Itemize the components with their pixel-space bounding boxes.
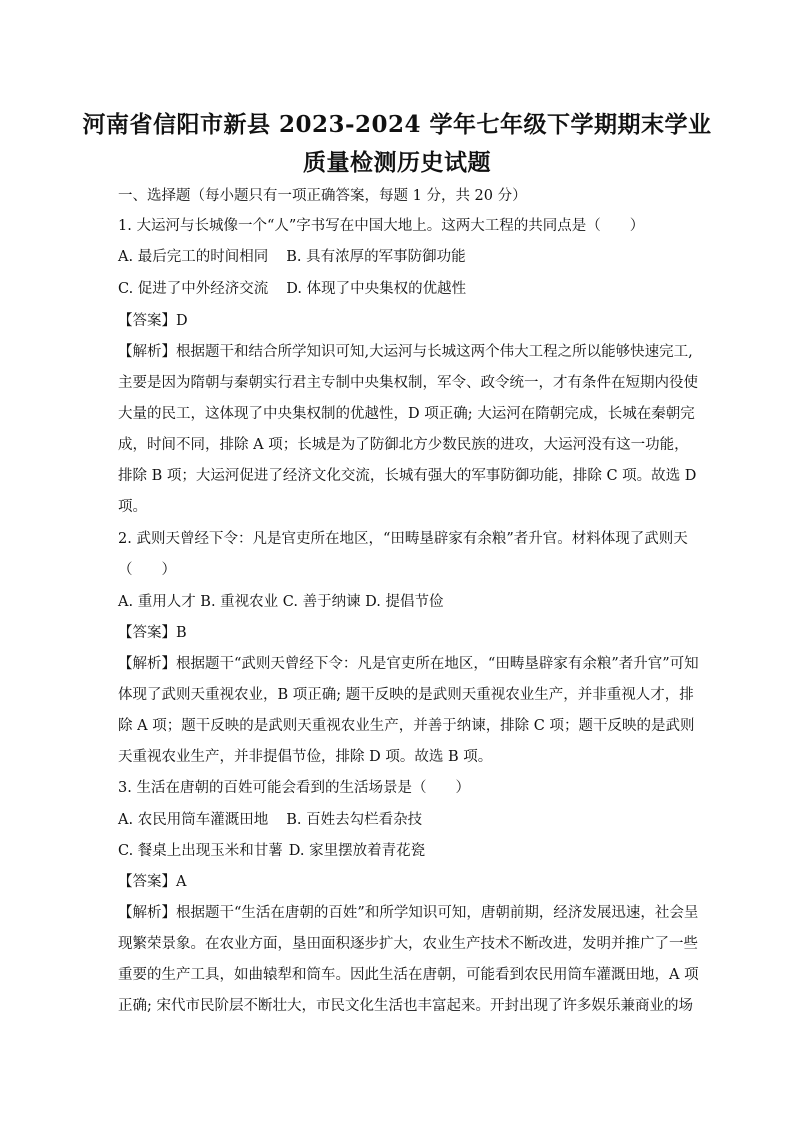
q3-analysis-line: 正确; 宋代市民阶层不断壮大，市民文化生活也丰富起来。开封出现了许多娱乐兼商业的场 (118, 998, 693, 1014)
q3-option-c: C. 餐桌上出现玉米和甘薯 (118, 843, 283, 859)
q1-analysis-line: 【解析】根据题干和结合所学知识可知,大运河与长城这两个伟大工程之所以能够快速完工, (118, 344, 693, 360)
q1-option-c: C. 促进了中外经济交流 (118, 281, 269, 297)
q2-analysis-line: 天重视农业生产，并非提倡节俭，排除 D 项。故选 B 项。 (118, 749, 493, 765)
q1-analysis-line: 成，时间不同，排除 A 项；长城是为了防御北方少数民族的进攻，大运河没有这一功能， (118, 437, 689, 453)
page-title-line2: 质量检测历史试题 (303, 149, 491, 176)
question-2-stem: 2. 武则天曾经下令：凡是官吏所在地区，“田畴垦辟家有余粮”者升官。材料体现了武则天 (118, 531, 688, 547)
question-2-answer: 【答案】B (118, 625, 187, 641)
page-title-line1: 河南省信阳市新县 2023-2024 学年七年级下学期期末学业 (82, 111, 712, 138)
question-3-answer: 【答案】A (118, 874, 187, 890)
q2-analysis-line: 除 A 项；题干反映的是武则天重视农业生产，并善于纳谏，排除 C 项；题干反映的是武则 (118, 718, 695, 734)
question-1-answer: 【答案】D (118, 313, 188, 329)
q1-option-b: B. 具有浓厚的军事防御功能 (286, 249, 466, 265)
q1-analysis-line: 主要是因为隋朝与秦朝实行君主专制中央集权制，军令、政令统一，才有条件在短期内役使 (118, 375, 698, 391)
q3-option-d: D. 家里摆放着青花瓷 (288, 843, 426, 859)
q2-analysis-line: 【解析】根据题干“武则天曾经下令：凡是官吏所在地区，“田畴垦辟家有余粮”者升官”可知 (118, 656, 699, 672)
q3-option-a: A. 农民用筒车灌溉田地 (118, 812, 269, 828)
question-3-stem: 3. 生活在唐朝的百姓可能会看到的生活场景是（ ） (118, 780, 470, 796)
q3-option-b: B. 百姓去勾栏看杂技 (286, 812, 423, 828)
question-3-options-row1 (118, 810, 422, 830)
q2-analysis-line: 体现了武则天重视农业，B 项正确; 题干反映的是武则天重视农业生产，并非重视人才，排 (118, 687, 694, 703)
q1-option-a: A. 最后完工的时间相同 (118, 249, 269, 265)
q1-analysis-line: 排除 B 项；大运河促进了经济文化交流，长城有强大的军事防御功能，排除 C 项。故选 D (118, 468, 697, 484)
question-1-stem: 1. 大运河与长城像一个“人”字书写在中国大地上。这两大工程的共同点是（ ） (118, 218, 645, 234)
section-header: 一、选择题（每小题只有一项正确答案，每题 1 分，共 20 分） (118, 188, 527, 204)
question-1-options-row1 (118, 247, 466, 267)
question-2-options: A. 重用人才 B. 重视农业 C. 善于纳谏 D. 提倡节俭 (118, 594, 444, 610)
question-1-options-row2 (118, 279, 466, 299)
question-2-stem-cont: （ ） (118, 562, 176, 578)
question-3-options-row2 (118, 841, 425, 861)
q3-analysis-line: 【解析】根据题干“生活在唐朝的百姓”和所学知识可知，唐朝前期，经济发展迅速，社会呈 (118, 905, 699, 921)
q1-option-d: D. 体现了中央集权的优越性 (286, 281, 467, 297)
q1-analysis-line: 大量的民工，这体现了中央集权制的优越性，D 项正确; 大运河在隋朝完成，长城在秦朝完 (118, 406, 695, 422)
q3-analysis-line: 重要的生产工具，如曲辕犁和筒车。因此生活在唐朝，可能看到农民用筒车灌溉田地，A 项 (118, 967, 699, 983)
q1-analysis-line: 项。 (118, 499, 147, 515)
q3-analysis-line: 现繁荣景象。在农业方面，垦田面积逐步扩大，农业生产技术不断改进，发明并推广了一些 (118, 936, 698, 952)
